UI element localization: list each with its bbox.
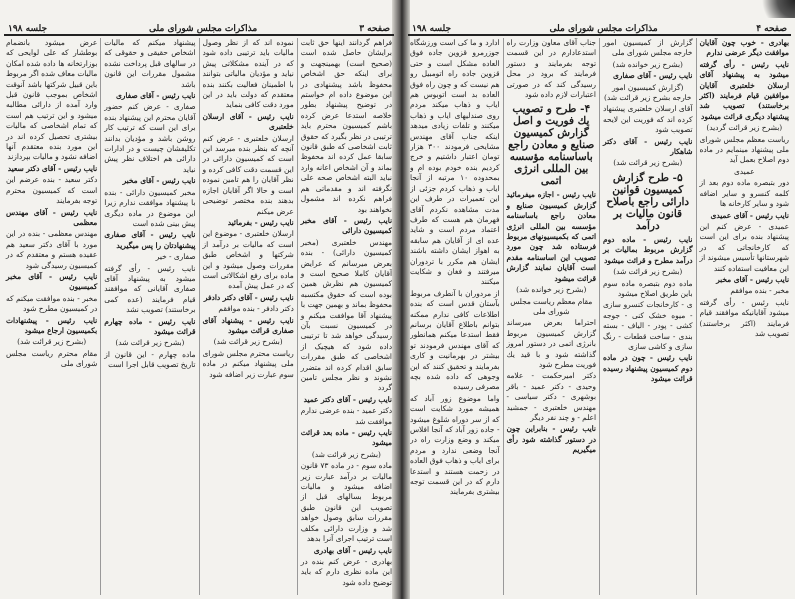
speaker-paragraph: نایب رئیس - آقای عمیدی	[710, 210, 789, 220]
speaker-paragraph: نایب رئیس - رأی گرفته میشود به پیشنهاد آقای ارسلان خلعتبری آقایان موافقین قیام فرمایند (اکثر برخاستند) تصویب شد پیشنهاد دیگری قرائت میشود	[699, 59, 789, 121]
paragraph: نایب رئیس - رأی گرفته میشود به پیشنهاد آقای صفاری آقایانی که موافقند قیام فرمایند (عده کمی برخاستند) تصویب نشد	[104, 263, 196, 315]
book-fold	[392, 0, 410, 599]
paragraph: احتراما بعرض میرساند گزارش کمیسیون مربوط بانرژی اتمی در دستور امروز گذاشته شود و با قید یك فوریت مطرح شود	[506, 318, 596, 369]
section-heading: ۵- طرح گزارش کمیسیون قوانین دارائی راجع باصلاح قانون مالیات بر درآمد	[606, 171, 690, 232]
paragraph: مهندس معظمی - بنده در این مورد با آقای دکتر سعید هم عقیده هستم و معتقدم که در کمیسیون رسیدگی شود	[6, 229, 98, 270]
paragraph: نایب رئیس - رأی گرفته میشود آقایانیکه موافقند قیام فرمایند (اکثر برخاستند) تصویب شد	[699, 297, 789, 338]
paragraph: (بشرح زیر قرائت شد)	[115, 338, 185, 348]
paragraph: ماده سوم - در ماده ۷۳ قانون مالیات بر درآمد عبارت زیر اضافه میشود و مالیات مربوط بسالهای قبل از تصویب این قانون طبق مقررات سابق وصول خواهد شد و وزارت دارائی مکلف است ترتیب اجرای آنرا بدهد	[300, 461, 392, 544]
publication-title: مذاکرات مجلس شورای ملی	[149, 24, 258, 34]
page-number: صفحه ۴	[756, 24, 787, 34]
paragraph: عمیدی	[733, 166, 755, 176]
speaker-paragraph: نایب رئیس - اجازه میفرمائید گزارش کمیسیون صنایع و معادن راجع باساسنامه مؤسسه بین المللی انرژی اتمی که بکمیسیونهای مربوط فرستاده شد چون مورد تصویب این اساسنامه مقدم است آقایان نمایند گزارش قرائت میشود	[506, 190, 596, 283]
text-column	[599, 38, 696, 595]
paragraph: دکتر سعید - بنده عرضم این است که کمیسیون محترم توجه بفرمایند	[6, 175, 98, 206]
text-column	[100, 38, 198, 595]
paragraph: از مردوران با آنطرف مربوط بآستان قدس است که بنده اطلاعات کافی ندارم ممکنه بتوانم باطلاع آقایان برسانم فقط استدعا میکنم همانطور که آقای مهندس فرمودند تو بیشتر در بهرمانیت و کاری بفرمایند و تحقیق کنند که این وجوهی که داده شده بچه مصرفی رسیده	[410, 288, 500, 392]
speaker-paragraph: نایب رئیس - ماده دوم گزارش مربوط بمالیات بر درآمد مطرح و قرائت میشود	[603, 234, 693, 265]
session-number: جلسه ۱۹۸	[412, 24, 452, 34]
speaker-paragraph: نایب رئیس - آقای صفاری	[612, 71, 693, 81]
paragraph: دور بتبصره ماده دوم بعد از کلمه کنسرو و سایر اضافه شود و سایر کارخانه ها	[699, 178, 789, 209]
paragraph: (بشرح زیر قرائت گردید)	[706, 123, 783, 133]
paragraph: گزارش از کمیسیون امور خارجه مجلس شورای ملی	[603, 38, 693, 58]
paragraph: (بشرح زیر خوانده شد)	[516, 285, 587, 295]
right-page-columns	[407, 38, 792, 595]
paragraph: (بشرح زیر قرائت شد)	[613, 158, 683, 168]
paragraph: آقای ارسلان خلعتبری پیشنهاد کرده اند که فوریت این لایحه تصویب شود	[603, 104, 693, 135]
paragraph: مقام محترم ریاست مجلس شورای ملی	[6, 348, 98, 369]
paragraph: جناب آقای معاون وزارت راه استدعادارم در این قسمت توجه بفرمایند و دستور فرمایند که برود در محل رسیدگی کند که در صورتی اعتبارات لازم داده شود	[506, 38, 596, 100]
speaker-paragraph: نایب رئیس - پیشنهاد آقای صفاری قرائت میشود	[202, 315, 294, 335]
speaker-paragraph: نایب رئیس - آقای صفاری پیشنهادتان را پس میگیرید	[104, 230, 196, 250]
speaker-paragraph: بهادری - خوب چون آقایان موافقت دیگر عرضی ندارم	[699, 38, 789, 58]
speaker-paragraph: نایب رئیس - آقای دکتر عمید	[303, 394, 392, 404]
paragraph: دکتر دادفر - بنده موافقم	[218, 304, 294, 314]
paragraph: (بشرح زیر قرائت شد)	[213, 337, 283, 347]
speaker-paragraph: نایب رئیس - بنابراین چون در دستور گذاشته شود رأی میگیریم	[506, 424, 596, 455]
paragraph: مهندس خلعتبری (مخبر کمیسیون دارائی) - بنده بعرض میرسانم که عرایض آقایان کاملا صحیح است و کمیسیون هم نظرش همین بوده است که حقوق مکتسبه محفوظ بماند و بهمین جهت با پیشنهاد آقا موافقت میکنم و در کمیسیون نسبت بآن رسیدگی خواهد شد تا ترتیبی داده شود که هیچیک از اشخاصی که طبق مقررات سابق اقدام کرده اند متضرر نشوند و نظر مجلس تامین گردد	[300, 237, 392, 393]
speaker-paragraph: نایب رئیس - آقای مهندس معظمی	[6, 207, 98, 227]
publication-title: مذاکرات مجلس شورای ملی	[549, 24, 658, 34]
speaker-paragraph: نایب رئیس - آقای دکتر شاهکار	[603, 136, 693, 157]
right-page-header	[408, 20, 791, 36]
paragraph: ی - کارخانجات کنسرو سازی - میوه خشک کنی - جوجه کشی - پودر - الیاف - بسته بندی - ساخت قطعات - رنگ سازی و کاشی سازی	[603, 300, 693, 351]
speaker-paragraph: نایب رئیس - آقای مخبر کمیسیون دارائی	[300, 215, 392, 236]
paragraph: مخبر - بنده موافقم	[730, 286, 789, 296]
paragraph: ارسلان خلعتبری - عرض کنم آنچه که بنظر بنده میرسد این است که کمیسیون دارائی در این قسمت دقت کافی کرده و نظر آقایان را هم تامین نموده است و حالا اگر آقایان اجازه بدهند بنده مختصر توضیحی عرض میکنم	[202, 133, 294, 216]
paragraph: نموده اند که از نظر وصول مالیات باید ترتیبی داده شود که در آینده مشکلاتی پیش نیاید و مؤدیان مالیاتی بتوانند با اطمینان فعالیت بکنند بنده معتقدم که دولت باید در این مورد دقت کافی بنماید	[202, 38, 294, 110]
speaker-paragraph: نایب رئیس - آقای ارسلان خلعتبری	[202, 111, 294, 132]
speaker-paragraph: نایب رئیس - ماده چهارم قرائت میشود	[104, 316, 196, 336]
paragraph: (بشرح زیر خوانده شد)	[612, 59, 683, 69]
paragraph: صفاری - خیر	[155, 252, 196, 262]
paragraph: دکتر امیرحکمت - علامه وحیدی - دکتر عمید - باقر بوشهری - دکتر سیاسی - مهندس خلعتبری - جمشید اعلم - و چند نفر دیگر	[506, 371, 596, 422]
speaker-paragraph: نایب رئیس - آقای بهادری	[313, 545, 392, 555]
paragraph: فراهم گردانند اینها حق ثابت برایشان حاصل شده است (صحیح است) بهمینجهت و برای اینکه حق اشخاص محفوظ باشد پیشنهادی در این موضوع داده ام خواستم در توضیح پیشنهاد بطور خلاصه استدعا عرض کرده باشم کمیسیون محترم باید ترتیبی در نظر بگیرد که حقوق ثابت اشخاصی که طبق قانون سابقا عمل کرده اند محفوظ بماند و آن اشخاص اعانه وارد نباید البته اشخاص صحه علی نگرفته اند و مقدماتی هم فراهم نکرده اند مشمول نخواهند بود	[300, 38, 392, 214]
paragraph: ادارد و ما کی است ورزشگاه جوزرمرو قزوین جاده فوق العاده مشکل است و حتی قزوین جاده راه اتومبیل رو هم نیست که و چون راه فوق العاده بد است اتوبوس هم ایاب و ذهاب میکند مردم روی صندلیهای ایاب و ذهاب میکنند و تلفات زیادی میدهد اینکه جناب آقای مهندس مشایخی فرمودند ۳۰۰ هزار تومان اعتبار داشتیم و خرج کردیم بنده خودم بوده ام و بمحدوده ۱۰ مرتبه از آنجا ایاب و ذهاب کردم جزئی از این تعمیرات در طرف این مدت مشاهده نکردم آقای فهرمان هم هست که طرف اعتماد مردم است و شاید عده ای از آقایان هم سابقه به اهواز ایشان داشته باشند ایشان هم مکرر با تردوران میرفتند و فغان و شکایت میکنند	[410, 38, 500, 287]
paragraph: ریاست محترم مجلس شورای ملی پیشنهاد میکنم در ماده سوم عبارت زیر اضافه شود	[202, 348, 294, 379]
speaker-paragraph: نایب رئیس - آقای دکتر دادفر	[203, 292, 294, 302]
paragraph: ریاست معظم مجلس شورای ملی پیشنهاد مینمایم در ماده دوم اصلاح بعمل آید	[699, 134, 789, 165]
paragraph: عمیدی - عرض کنم این پیشنهاد بنده برای این است که کارخانجاتی که در شهرستانها تأسیس میشوند از این معافیت استفاده کنند	[699, 221, 789, 273]
paragraph: ماده دوم بتبصره ماده سوم باین طریق اصلاح میشود	[603, 278, 693, 298]
right-page	[404, 0, 795, 599]
left-page-header	[4, 20, 394, 36]
paragraph: مخبر - بنده موافقت میکنم که در کمیسیون مطرح شود	[6, 293, 98, 314]
text-column	[696, 38, 793, 595]
paragraph: پیشنهاد میکنم که مالیات اشخاص حقیقی و حقوقی که در سالهای قبل پرداخت نشده مشمول مقررات این قانون باشد	[104, 38, 196, 89]
paragraph: مقام معظم ریاست مجلس شورای ملی	[510, 296, 593, 316]
paragraph: (گزارش کمیسیون امور خارجه بشرح زیر قرائت شد)	[604, 82, 692, 103]
paragraph: واما موضوع زور آباد که همیشه مورد شکایت است که از سر دوراه شلوغ میشود - جاده زور آباد که آنجا افلاس میکند و وضع وزارت راه در آنجا وضعی ندارد و مردم برای ایاب و ذهاب فوق العاده در زحمت هستند و استدعا دارم که در این قسمت توجه بیشتری بفرمایند	[410, 393, 500, 497]
speaker-paragraph: نایب رئیس - پیشنهادات بکمیسیون ارجاع میشود	[6, 315, 98, 335]
paragraph: (بشرح زیر قرائت شد)	[311, 449, 381, 459]
text-column	[407, 38, 503, 595]
speaker-paragraph: نایب رئیس - ماده بعد قرائت میشود	[300, 428, 392, 448]
paragraph: ارسلان خلعتبری - موضوع این است که مالیات بر درآمد از شرکتها و اشخاص طبق مقررات وصول میشود و این ماده برای رفع اشکالاتی است که در عمل پیش آمده	[202, 229, 294, 291]
paragraph: ماده چهارم - این قانون از تاریخ تصویب قابل اجرا است	[104, 349, 196, 370]
page-corner-shadow	[755, 0, 795, 18]
speaker-paragraph: نایب رئیس - آقای مخبر کمیسیون	[6, 271, 98, 292]
text-column	[3, 38, 100, 595]
text-column	[199, 38, 297, 595]
paragraph: (بشرح زیر قرائت شد)	[17, 337, 87, 347]
section-heading: ۴- طرح و تصویب یك فوریت و اصل گزارش كمیسیون صنایع و معادن راجع باساسنامه مؤسسه بین المللی انرژی اتمی	[508, 103, 595, 188]
speaker-paragraph: نایب رئیس - چون در ماده دوم کمیسیون پیشنهاد رسیده قرائت میشود	[603, 353, 693, 384]
paragraph: بهادری - عرض کنم بنده در این ماده نظری دارم که باید توضیح داده شود	[300, 556, 392, 587]
speaker-paragraph: نایب رئیس - آقای مخبر	[122, 176, 196, 186]
speaker-paragraph: نایب رئیس - آقای دکتر سعید	[7, 163, 98, 173]
paragraph: صفاری - عرض کنم حضور آقایان محترم این پیشنهاد بنده برای این است که ترتیب کار روشن باشد و مؤدیان بدانند تکلیفشان چیست و در ادارات دارائی هم اختلاف نظر پیش نیاید	[104, 102, 196, 174]
page-number: صفحه ۳	[359, 24, 390, 34]
text-column	[297, 38, 395, 595]
session-number: جلسه ۱۹۸	[8, 24, 48, 34]
paragraph: مخبر کمیسیون دارائی - بنده با پیشنهاد موافقت ندارم زیرا این موضوع در ماده دیگری پیش بینی شده است	[104, 187, 196, 228]
speaker-paragraph: نایب رئیس - بفرمائید	[227, 217, 294, 227]
speaker-paragraph: نایب رئیس - آقای مخبر	[716, 274, 789, 284]
paragraph: دکتر عمید - بنده عرضی ندارم موافقت شد	[300, 406, 392, 426]
speaker-paragraph: نایب رئیس - آقای صفاری	[115, 91, 196, 101]
text-column	[503, 38, 600, 595]
left-page-columns	[3, 38, 395, 595]
paragraph: عرض میشود بانضمام بوطشار که علی لوایحی که بوزارتخانه ها داده شده امکان مالیات معاف شده اگر مربوط باین قبیل شرکتها باشد آنوقت اشخاص بموجب قانون قبل وارد آمده از دارائی مطالبه میشود و این ترتیب هم است که تمام اشخاصی که مالیات بیشتری تحصیل کرده اند در این مورد بنده معتقدم آنها اضافه نشود و مالیات بپردازند	[6, 38, 98, 162]
paragraph: (بشرح زیر قرائت شد)	[613, 267, 683, 277]
